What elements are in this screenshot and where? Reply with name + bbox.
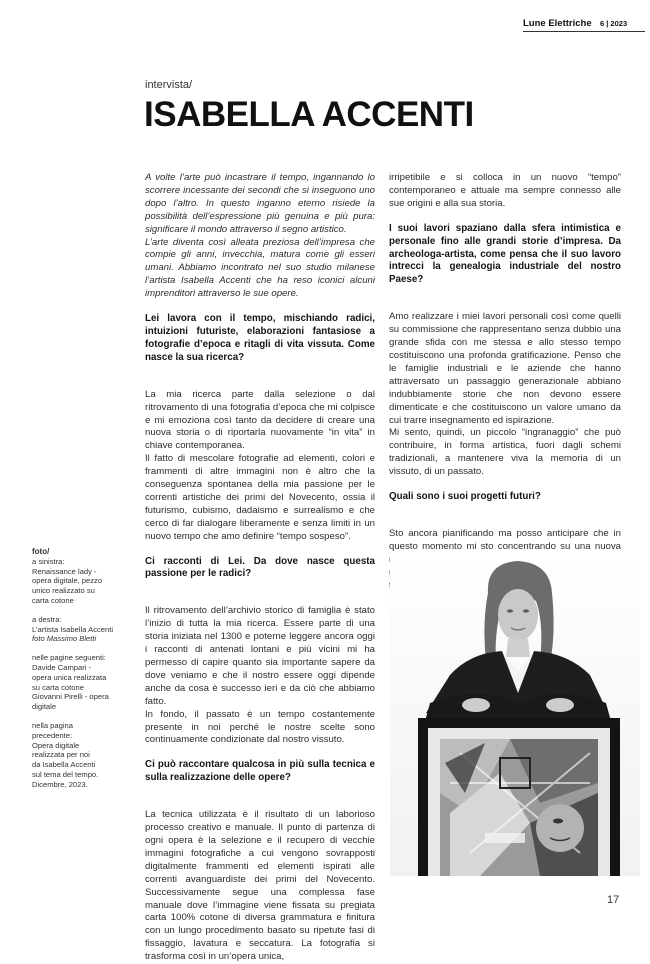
credit-line: a destra: (32, 614, 62, 624)
credit-line: nella pagina (32, 720, 73, 730)
answer-paragraph: Il fatto di mescolare fotografie ad elementi, colori e frammenti di altre immagini non è altro che la conseguenza spontanea della mia passione per le correnti artistiche dei primi del Novecento, ossia il futurismo, cubismo, dadaismo e surrealismo e che cerco di far dialogare liberamente e senza limiti in un nuovo tempo che amo definire “tempo sospeso”. (145, 453, 375, 542)
credit-line: sul tema del tempo. (32, 769, 99, 779)
credit-block (32, 557, 134, 606)
credit-line: su carta cotone (32, 682, 84, 692)
credit-line: Renaissance lady - (32, 566, 97, 576)
credit-line: L’artista Isabella Accenti (32, 624, 114, 634)
intro-paragraph: L’arte diventa così alleata preziosa dell’impresa che compie gli anni, invecchia, matura come gli esseri umani. Abbiamo incontrato nel suo studio milanese l’artista Isabella Accenti che ha reso iconici alcuni imprenditori attraverso le sue opere. (145, 236, 375, 300)
credit-line: a sinistra: (32, 556, 65, 566)
credit-line: nelle pagine seguenti: (32, 653, 106, 663)
credit-line: precedente: (32, 730, 73, 740)
interview-question: Lei lavora con il tempo, mischiando radici, intuizioni futuriste, elaborazioni fantasiose a fotografie d’epoca e ritagli di vita vissuta. Come nasce la sua ricerca? (145, 313, 375, 363)
answer-paragraph: In fondo, il passato è un tempo costantemente presente in noi perché le nostre scelte sono continuamente condizionate dal nostro vissuto. (145, 708, 375, 746)
credit-line: Davide Campari - (32, 662, 92, 672)
credit-line: Giovanni Pirelli - opera (32, 692, 109, 702)
credit-block (32, 653, 134, 712)
photo-credits (32, 547, 134, 799)
answer-paragraph: Amo realizzare i miei lavori personali così come quelli su commissione che rappresentano senza dubbio una grande sfida con me stessa e allo stesso tempo costituiscono una profonda gratificazione. Penso che le famiglie industriali e le aziende che hanno attraversato un passaggio generazionale abbiano indubbiamente storie che non devono essere dimenticate e che costituiscono un valore umano da cui trarre insegnamento ed ispirazione. (389, 311, 621, 426)
running-header (523, 18, 645, 34)
interview-question: Quali sono i suoi progetti futuri? (389, 491, 541, 503)
credit-line: opera unica realizzata (32, 672, 107, 682)
section-kicker: intervista/ (145, 79, 193, 91)
header-rule (523, 31, 645, 32)
credit-line: realizzata per noi (32, 750, 90, 760)
photographer-credit: foto Massimo Bletti (32, 634, 97, 644)
credit-line: Opera digitale (32, 740, 80, 750)
credit-line: da Isabella Accenti (32, 760, 96, 770)
answer-paragraph: Mi sento, quindi, un piccolo “ingranaggio” che può contribuire, in forma artistica, fuori dagli schemi tradizionali, a mantenere viva la memoria di un vissuto, di un passato. (389, 427, 621, 478)
credit-line: unico realizzato su (32, 586, 95, 596)
credit-block (32, 721, 134, 790)
credit-block (32, 615, 134, 644)
credit-line: Dicembre, 2023. (32, 779, 88, 789)
answer-paragraph: Il ritrovamento dell’archivio storico di famiglia è stato l’inizio di tutta la mia ricerca. Essere parte di una storia iniziata nel 1300 e poterne leggere ancora oggi i racconti di antenati lontani e più vicini mi ha permesso di capire quanto sia importante sapere da dove veniamo e che il nostro essere oggi dipende anche da cosa è successo ieri e da ciò che abbiamo fatto. (145, 605, 375, 707)
answer-paragraph: La tecnica utilizzata è il risultato di un laborioso processo creativo e manuale. Il punto di partenza di ogni opera è la selezione e il recupero di vecchie immagini fotografiche a cui vengono sovrapposti digitalmente frammenti ed elementi ispirati alle correnti avanguardiste dei primi del Novecento. Successivamente segue una complessa fase manuale dove l’immagine viene fissata su pregiata carta 100% cotone di diversa grammatura e finitura con un lungo procedimento basato su ripetute fasi di fissaggio, lavatura e seccatura. La fotografia si trasforma così in un’opera unica, (145, 809, 375, 963)
answer-paragraph: Sto ancora pianificando ma posso anticipare che in questo momento mi sto concentrando su una nuova (389, 528, 621, 593)
magazine-name: Lune Elettriche (523, 18, 592, 29)
interview-question: Ci racconti di Lei. Da dove nasce questa passione per le radici? (145, 555, 375, 580)
answer-paragraph: La mia ricerca parte dalla selezione o dal ritrovamento di una fotografia d’epoca che mi colpisce e mi emoziona così tanto da decidere di creare una nuova storia o di riportarla nuovamente “in vita” in chiave contemporanea. (145, 388, 375, 452)
credit-line: digitale (32, 702, 57, 712)
page-number: 17 (607, 894, 620, 906)
credits-title: foto/ (32, 547, 50, 556)
text-column-right (389, 172, 621, 592)
credit-line: carta cotone (32, 595, 74, 605)
credit-line: opera digitale, pezzo (32, 576, 103, 586)
artist-photo (390, 553, 640, 876)
article-title: ISABELLA ACCENTI (144, 95, 474, 134)
artist-portrait-image (390, 553, 640, 876)
intro-paragraph: A volte l’arte può incastrare il tempo, ingannando lo scorrere incessante dei secondi che si inseguono uno dopo l’altro. In questo inganno eterno risiede la possibilità dell’espressione più genuina e più pura: significare il mondo attraverso il segno artistico. (145, 172, 375, 235)
interview-question: I suoi lavori spaziano dalla sfera intimistica e personale fino alle grandi storie d’impresa. Da archeologa-artista, come pensa che il suo lavoro intrecci la genealogia industriale del nostro Paese? (389, 222, 621, 286)
text-column-left (145, 172, 375, 964)
issue-number: 6 | 2023 (600, 19, 628, 28)
answer-paragraph: irripetibile e si colloca in un nuovo “tempo” contemporaneo e attuale ma sempre connesso alle sue origini e alla sua storia. (389, 172, 621, 209)
interview-question: Ci può raccontare qualcosa in più sulla tecnica e sulla realizzazione delle opere? (145, 759, 375, 784)
